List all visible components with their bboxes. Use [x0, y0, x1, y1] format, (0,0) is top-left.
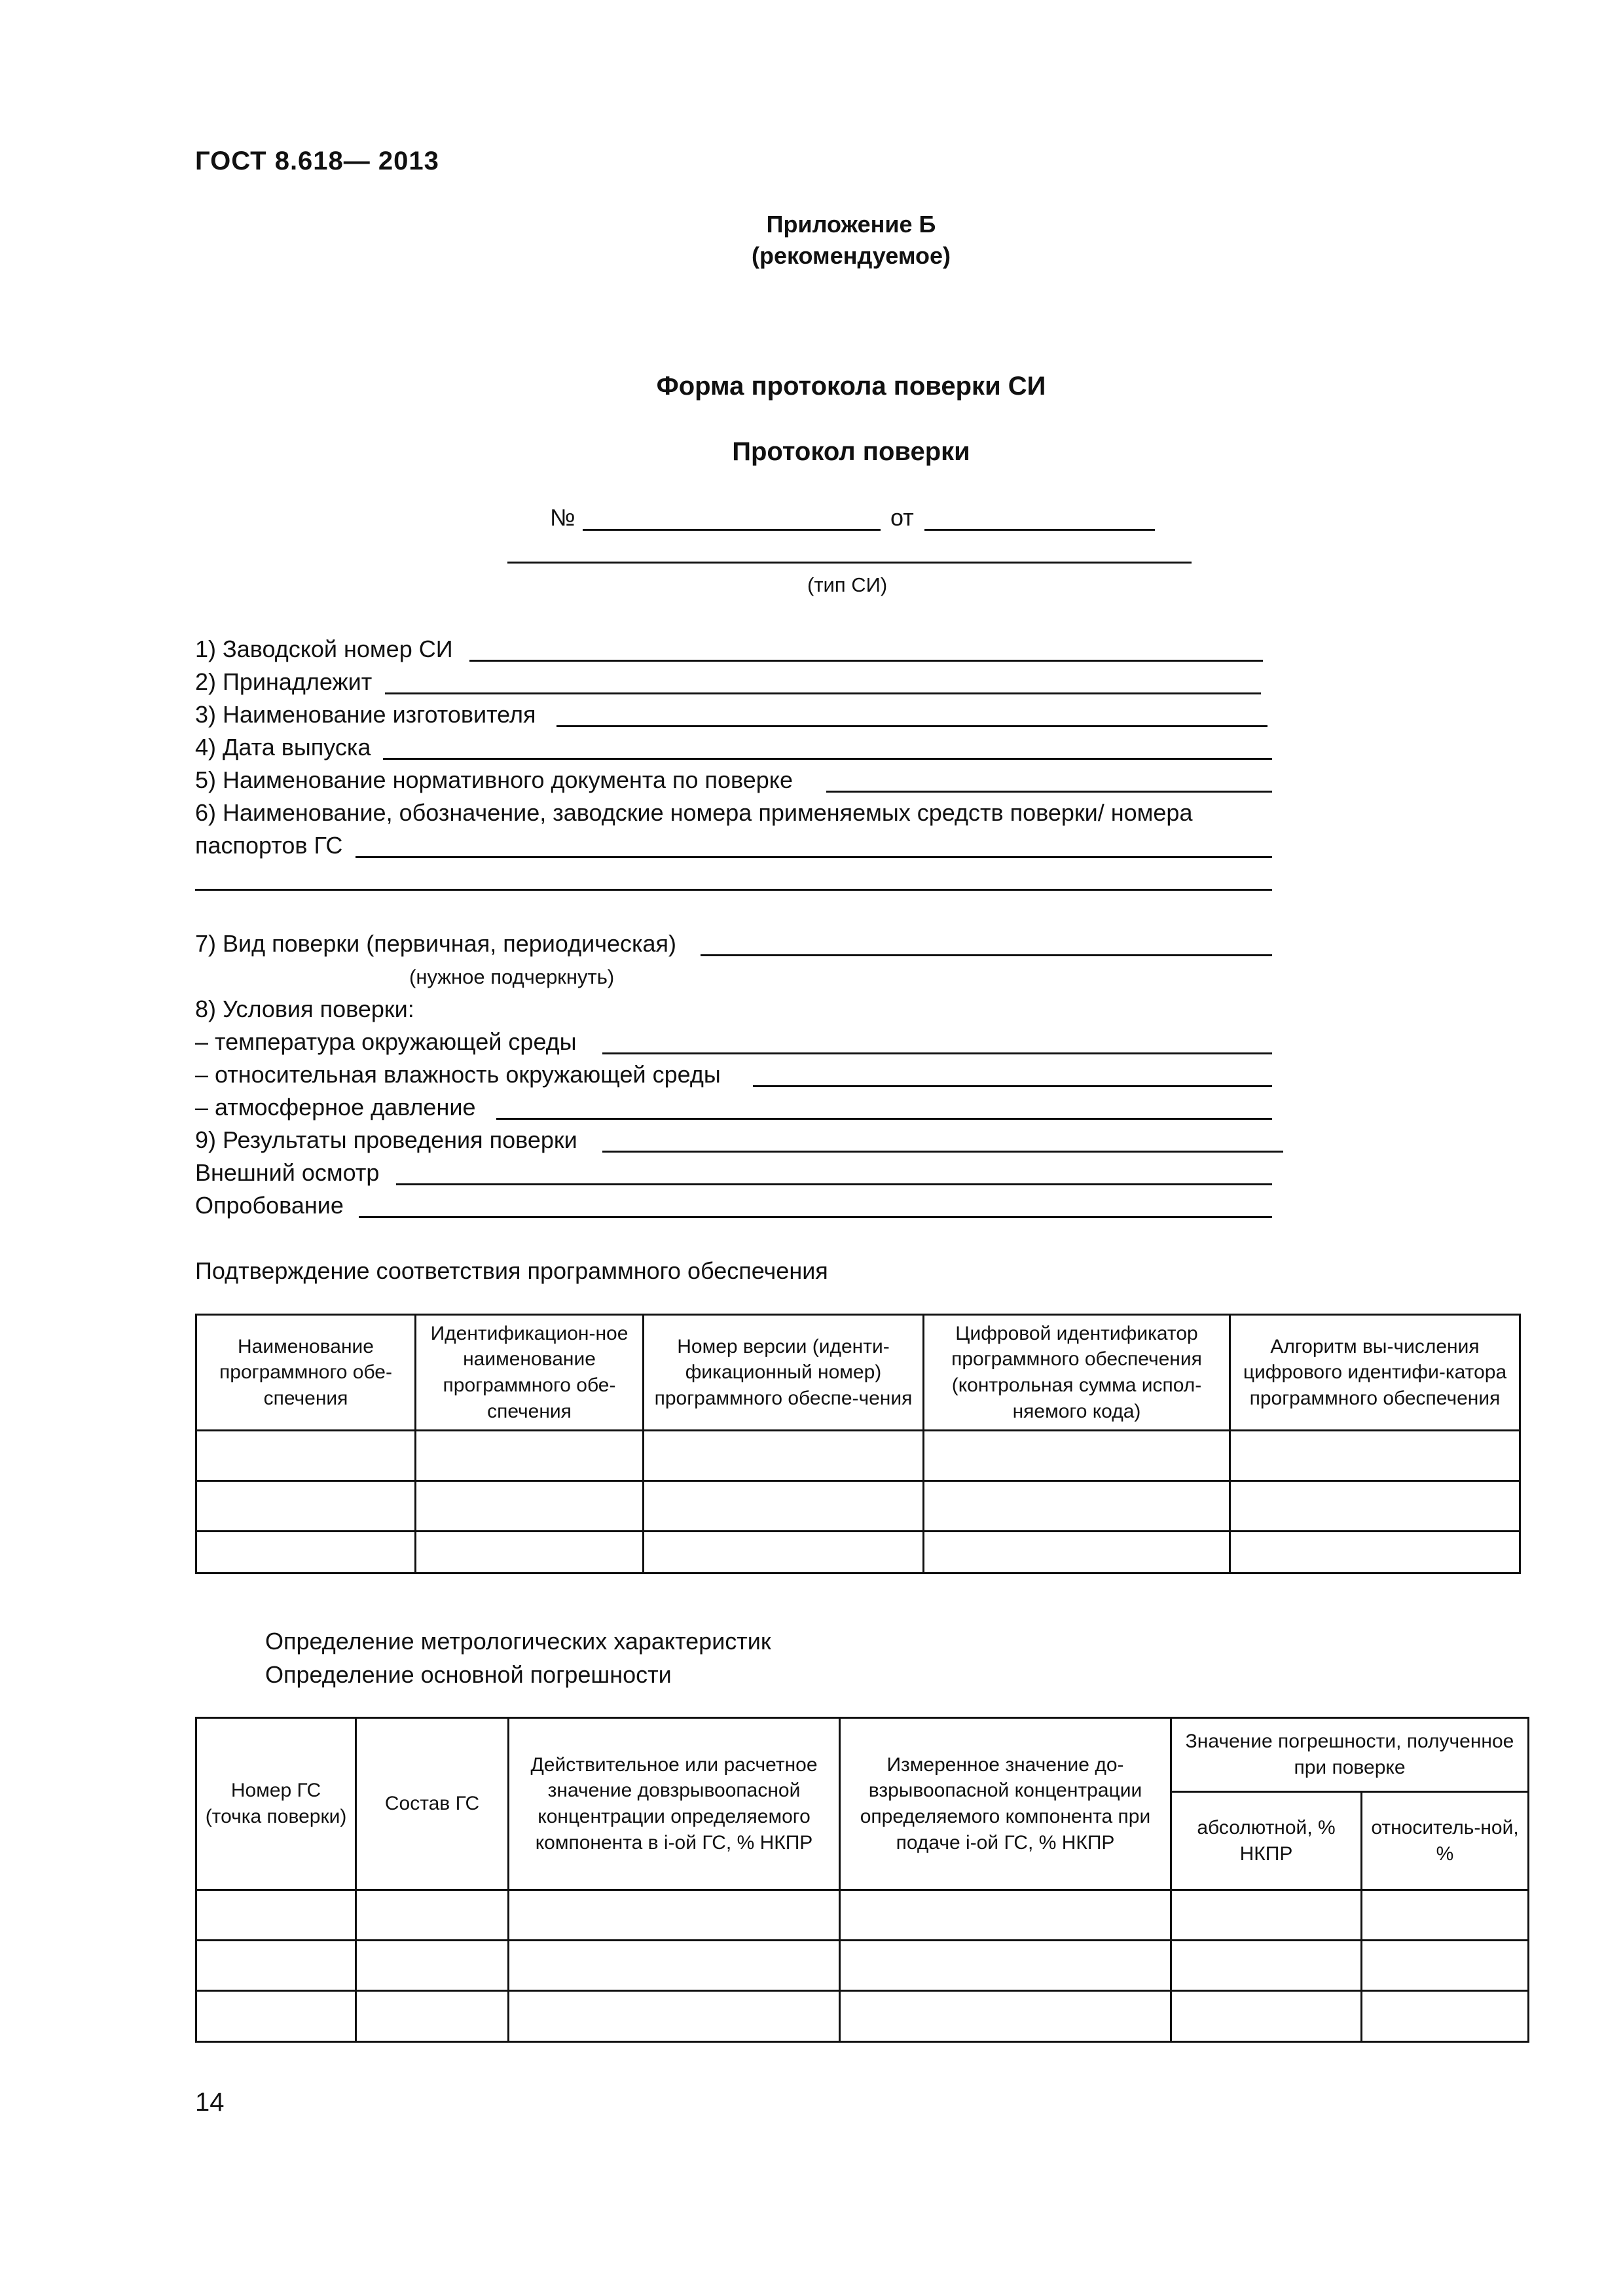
- header-gas-mixture-number: Номер ГС (точка поверки): [196, 1718, 356, 1890]
- document-code: ГОСТ 8.618— 2013: [195, 147, 439, 175]
- form-title: Форма протокола поверки СИ: [656, 372, 1046, 401]
- from-label: от: [890, 504, 914, 531]
- header-identifier-algorithm: Алгоритм вы-числения цифрового идентифи-катора программного обеспечения: [1230, 1315, 1520, 1431]
- number-label: №: [550, 504, 575, 531]
- header-version-number: Номер версии (иденти-фикационный номер) программного обеспе-чения: [644, 1315, 924, 1431]
- table-cell[interactable]: [1230, 1532, 1520, 1573]
- pressure-label: – атмосферное давление: [195, 1094, 476, 1121]
- table-row: [196, 1941, 1529, 1991]
- table-row: [196, 1991, 1529, 2042]
- appendix-label: Приложение Б: [766, 211, 936, 238]
- table-row: [196, 1532, 1520, 1573]
- table-cell[interactable]: [1230, 1481, 1520, 1532]
- table-cell[interactable]: [509, 1941, 840, 1991]
- table-cell[interactable]: [196, 1890, 356, 1941]
- humidity-label: – относительная влажность окружающей среды: [195, 1061, 721, 1088]
- table-cell[interactable]: [416, 1431, 644, 1481]
- table-cell[interactable]: [196, 1532, 416, 1573]
- table-cell[interactable]: [416, 1532, 644, 1573]
- external-inspection-field[interactable]: [396, 1183, 1272, 1185]
- manufacturer-field[interactable]: [556, 725, 1267, 727]
- normative-doc-label: 5) Наименование нормативного документа по поверке: [195, 766, 793, 793]
- error-table-header: [196, 1718, 1529, 1792]
- table-cell[interactable]: [196, 1941, 356, 1991]
- table-row: [196, 1481, 1520, 1532]
- table-cell[interactable]: [644, 1532, 924, 1573]
- table-cell[interactable]: [356, 1941, 509, 1991]
- table-cell[interactable]: [840, 1941, 1171, 1991]
- table-cell[interactable]: [924, 1481, 1230, 1532]
- table-cell[interactable]: [509, 1991, 840, 2042]
- table-cell[interactable]: [644, 1481, 924, 1532]
- header-digital-identifier: Цифровой идентификатор программного обеспечения (контрольная сумма испол-няемого кода): [924, 1315, 1230, 1431]
- software-table: [195, 1314, 1521, 1574]
- results-field[interactable]: [602, 1151, 1283, 1153]
- table-cell[interactable]: [509, 1890, 840, 1941]
- header-software-id-name: Идентификацион-ное наименование программного обе-спечения: [416, 1315, 644, 1431]
- temperature-field[interactable]: [602, 1052, 1272, 1054]
- instrument-type-field[interactable]: [507, 562, 1192, 564]
- gas-mixture-passports-label: паспортов ГС: [195, 832, 343, 859]
- appendix-status: (рекомендуемое): [752, 242, 951, 269]
- main-error-heading: Определение основной погрешности: [265, 1661, 672, 1688]
- protocol-title: Протокол поверки: [732, 437, 970, 466]
- table-cell[interactable]: [840, 1890, 1171, 1941]
- table-cell[interactable]: [1171, 1890, 1362, 1941]
- owner-field[interactable]: [385, 692, 1261, 694]
- metrology-heading: Определение метрологических характеристик: [265, 1628, 771, 1655]
- results-label: 9) Результаты проведения поверки: [195, 1126, 577, 1153]
- verification-type-field[interactable]: [701, 954, 1272, 956]
- software-heading: Подтверждение соответствия программного обеспечения: [195, 1257, 828, 1284]
- pressure-field[interactable]: [496, 1118, 1272, 1120]
- verification-means-field-extra[interactable]: [195, 889, 1272, 891]
- header-relative-error: относитель-ной, %: [1362, 1792, 1529, 1890]
- number-field[interactable]: [583, 529, 881, 531]
- table-cell[interactable]: [356, 1890, 509, 1941]
- table-cell[interactable]: [1362, 1890, 1529, 1941]
- testing-field[interactable]: [359, 1216, 1272, 1218]
- temperature-label: – температура окружающей среды: [195, 1028, 577, 1055]
- software-table-header: [196, 1315, 1520, 1431]
- table-cell[interactable]: [1171, 1941, 1362, 1991]
- testing-label: Опробование: [195, 1192, 344, 1219]
- conditions-label: 8) Условия поверки:: [195, 996, 414, 1022]
- header-absolute-error: абсолютной, % НКПР: [1171, 1792, 1362, 1890]
- table-cell[interactable]: [196, 1431, 416, 1481]
- underline-hint: (нужное подчеркнуть): [409, 965, 615, 988]
- manufacturer-label: 3) Наименование изготовителя: [195, 701, 536, 728]
- table-cell[interactable]: [1230, 1431, 1520, 1481]
- normative-doc-field[interactable]: [826, 791, 1272, 793]
- humidity-field[interactable]: [753, 1085, 1272, 1087]
- table-cell[interactable]: [1362, 1941, 1529, 1991]
- release-date-field[interactable]: [383, 758, 1272, 760]
- release-date-label: 4) Дата выпуска: [195, 734, 371, 761]
- table-row: [196, 1890, 1529, 1941]
- table-cell[interactable]: [416, 1481, 644, 1532]
- header-software-name: Наименование программного обе-спечения: [196, 1315, 416, 1431]
- serial-number-field[interactable]: [469, 660, 1263, 662]
- date-field[interactable]: [924, 529, 1155, 531]
- table-cell[interactable]: [924, 1532, 1230, 1573]
- owner-label: 2) Принадлежит: [195, 668, 373, 695]
- header-error-value: Значение погрешности, полученное при поверке: [1171, 1718, 1529, 1792]
- header-actual-concentration: Действительное или расчетное значение довзрывоопасной концентрации определяемого компонента в i-ой ГС, % НКПР: [509, 1718, 840, 1890]
- verification-means-field[interactable]: [356, 856, 1272, 858]
- type-caption: (тип СИ): [807, 573, 888, 596]
- table-cell[interactable]: [644, 1431, 924, 1481]
- table-cell[interactable]: [356, 1991, 509, 2042]
- header-measured-concentration: Измеренное значение до-взрывоопасной концентрации определяемого компонента при подаче i-ой ГС, % НКПР: [840, 1718, 1171, 1890]
- verification-means-label: 6) Наименование, обозначение, заводские номера применяемых средств поверки/ номера: [195, 799, 1193, 826]
- error-table: [195, 1717, 1529, 2043]
- header-gas-mixture-composition: Состав ГС: [356, 1718, 509, 1890]
- table-cell[interactable]: [924, 1431, 1230, 1481]
- table-cell[interactable]: [840, 1991, 1171, 2042]
- table-cell[interactable]: [1362, 1991, 1529, 2042]
- table-cell[interactable]: [196, 1991, 356, 2042]
- verification-type-label: 7) Вид поверки (первичная, периодическая): [195, 930, 677, 957]
- external-inspection-label: Внешний осмотр: [195, 1159, 380, 1186]
- serial-number-label: 1) Заводской номер СИ: [195, 636, 453, 662]
- page-number: 14: [195, 2088, 225, 2117]
- table-cell[interactable]: [196, 1481, 416, 1532]
- table-cell[interactable]: [1171, 1991, 1362, 2042]
- table-row: [196, 1431, 1520, 1481]
